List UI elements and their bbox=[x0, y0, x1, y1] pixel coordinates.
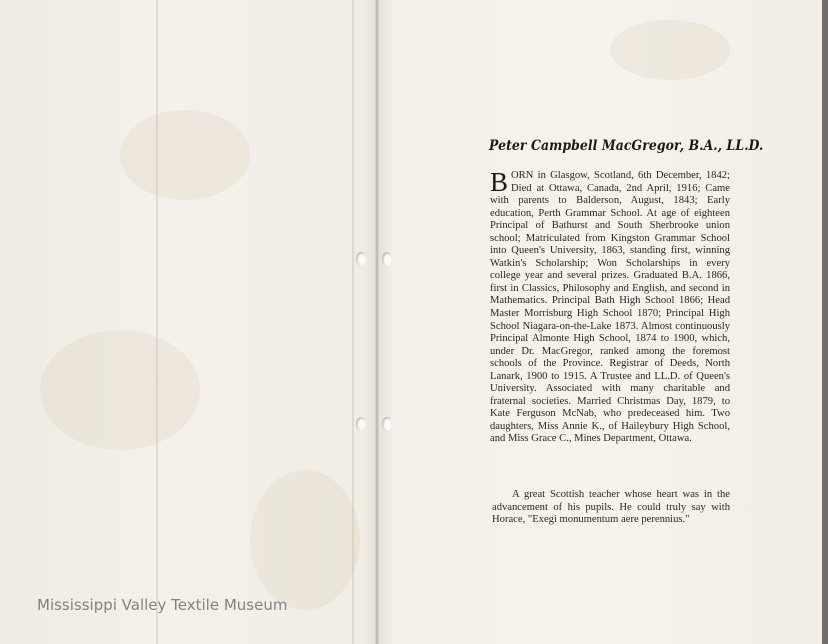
tribute-paragraph: A great Scottish teacher whose heart was in the advancement of his pupils. He could truly say with Horace, "Exegi monumentum aere perennius." bbox=[492, 489, 730, 526]
frame-edge bbox=[822, 0, 828, 644]
watermark-text: Mississippi Valley Textile Museum bbox=[37, 596, 288, 614]
binding-hole bbox=[356, 417, 366, 431]
binding-hole bbox=[382, 252, 392, 266]
biography-text: ORN in Glasgow, Scotland, 6th December, 1842; Died at Ottawa, Canada, 2nd April, 1916; Came with parents to Balderson, August, 1843; Early education, Perth Grammar School. At age of eighteen Principal of Bathurst and South Sherbrooke union school; Matriculated from Kingston Grammar School into Queen's University, 1863, standing first, winning Watkin's Scholarship; Won Scholarships in every college year and several prizes. Graduated B.A. 1866, first in Classics, Philosophy and English, and second in Mathematics. Principal Bath High School 1866; Head Master Morrisburg High School 1870; Principal High School Niagara-on-the-Lake 1873. Almost continuously Principal Almonte High School, 1874 to 1900, which, under Dr. MacGregor, ranked among the foremost schools of the Province. Registrar of Deeds, North Lanark, 1900 to 1915. A Trustee and LL.D. of Queen's University. Associated with many charitable and fraternal societies. Married Christmas Day, 1879, to Kate Ferguson McNab, who predeceased him. Two daughters, Miss Annie K., of Haileybury High School, and Miss Grace C., Mines Department, Ottawa. bbox=[490, 170, 730, 445]
paper-stain bbox=[40, 330, 200, 450]
paper-crease bbox=[352, 0, 354, 644]
document-title: Peter Campbell MacGregor, B.A., LL.D. bbox=[489, 138, 764, 154]
paper-stain bbox=[610, 20, 730, 80]
drop-cap: B bbox=[490, 167, 509, 197]
binding-hole bbox=[382, 417, 392, 431]
paper-stain bbox=[120, 110, 250, 200]
paper-stain bbox=[250, 470, 360, 610]
binding-hole bbox=[356, 252, 366, 266]
center-fold bbox=[375, 0, 379, 644]
paper-crease bbox=[156, 0, 158, 644]
biography-paragraph bbox=[490, 167, 730, 446]
